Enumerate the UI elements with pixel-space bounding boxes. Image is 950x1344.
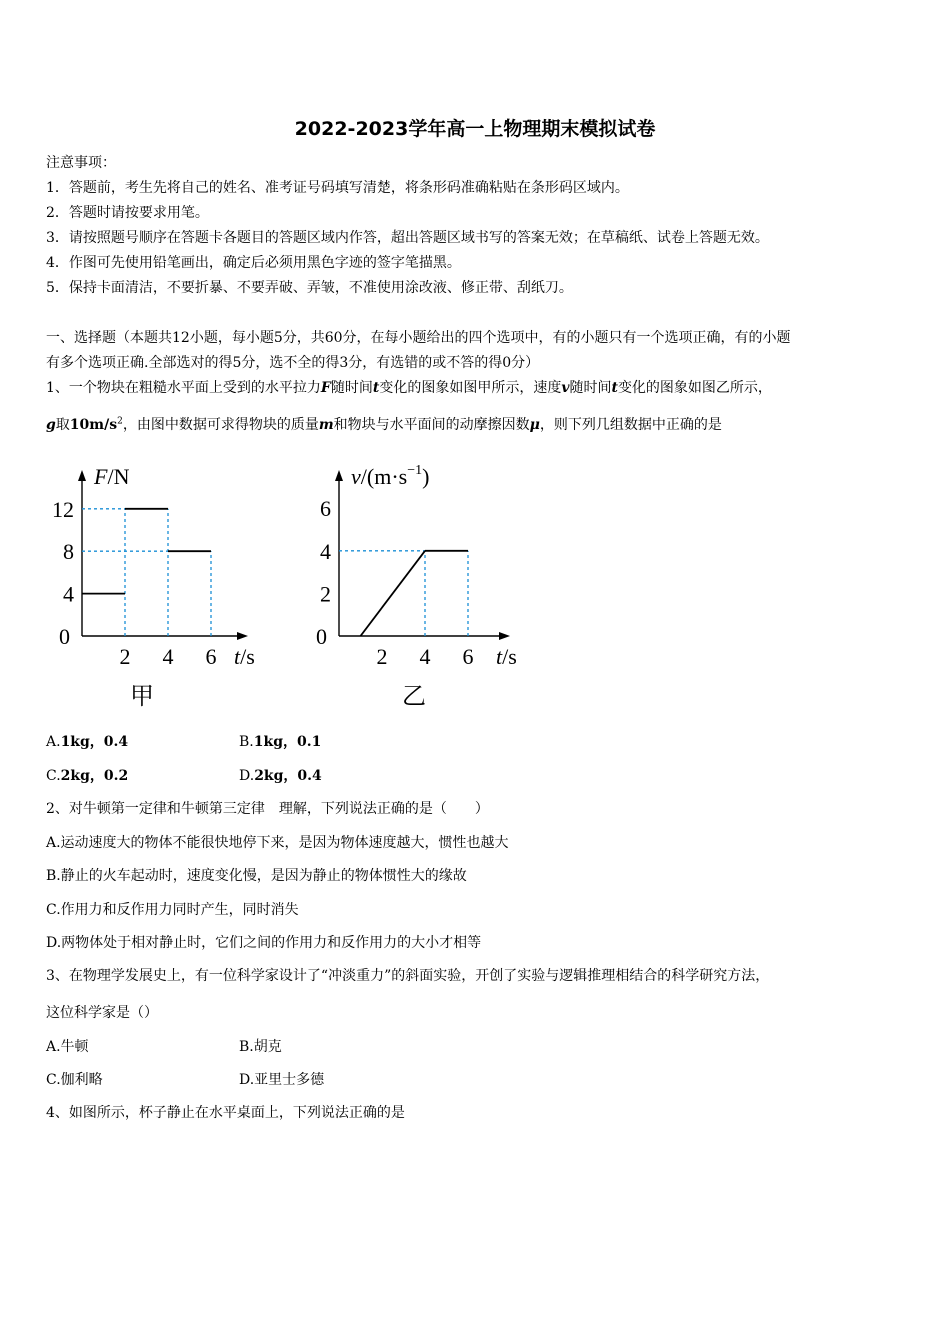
y-tick-label: 4	[63, 581, 74, 607]
q3-stem-line1: 3、在物理学发展史上，有一位科学家设计了“冲淡重力”的斜面实验，开创了实验与逻辑推理相结合的科学研究方法，	[46, 968, 770, 984]
y-tick-label: 2	[320, 581, 331, 607]
x-tick-label: 2	[376, 644, 388, 669]
q2-option-b[interactable]: B.静止的火车起动时，速度变化慢，是因为静止的物体惯性大的缘故	[46, 868, 467, 884]
chart-velocity-time	[316, 463, 517, 710]
chart-caption: 甲	[130, 684, 154, 710]
x-tick-label: 6	[462, 644, 474, 669]
y-axis-label: F/N	[94, 464, 130, 489]
chart-caption: 乙	[402, 684, 426, 710]
origin-label: 0	[59, 624, 70, 649]
q3-option-d[interactable]: D.亚里士多德	[239, 1072, 325, 1088]
x-axis-label: t/s	[496, 644, 517, 669]
y-axis-arrow-icon	[78, 470, 86, 481]
q1-option-c[interactable]: C.2kg，0.2	[46, 768, 129, 784]
x-axis-label: t/s	[234, 644, 255, 669]
section-intro-line2: 有多个选项正确.全部选对的得5分，选不全的得3分，有选错的或不答的得0分）	[46, 355, 540, 371]
q1-stem-line1: 1、一个物块在粗糙水平面上受到的水平拉力F随时间t变化的图象如图甲所示，速度v随时间t变化的图象如图乙所示，	[46, 380, 772, 396]
section-intro-line1: 一、选择题（本题共12小题，每小题5分，共60分，在每小题给出的四个选项中，有的小题只有一个选项正确，有的小题	[46, 330, 791, 346]
x-axis-arrow-icon	[499, 632, 510, 640]
q3-option-a[interactable]: A.牛顿	[46, 1039, 89, 1055]
notice-item: 4．作图可先使用铅笔画出，确定后必须用黑色字迹的签字笔描黑。	[46, 255, 461, 271]
exam-title: 2022-2023学年高一上物理期末模拟试卷	[294, 118, 656, 140]
notice-item: 2．答题时请按要求用笔。	[46, 205, 209, 221]
y-axis-label: $v/(m\cdot s^{-1})$	[351, 463, 430, 489]
q3-stem-line2: 这位科学家是（）	[46, 1005, 158, 1021]
q2-option-d[interactable]: D.两物体处于相对静止时，它们之间的作用力和反作用力的大小才相等	[46, 935, 482, 951]
x-tick-label: 6	[205, 644, 217, 669]
q1-option-a[interactable]: A.1kg，0.4	[46, 734, 129, 750]
origin-label: 0	[316, 624, 327, 649]
q4-stem: 4、如图所示，杯子静止在水平桌面上，下列说法正确的是	[46, 1105, 405, 1121]
q2-option-c[interactable]: C.作用力和反作用力同时产生，同时消失	[46, 902, 299, 918]
y-tick-label: 12	[52, 496, 74, 522]
q3-option-b[interactable]: B.胡克	[239, 1039, 282, 1055]
q1-option-b[interactable]: B.1kg，0.1	[239, 734, 322, 750]
data-segment	[361, 551, 426, 636]
x-axis-arrow-icon	[237, 632, 248, 640]
chart-force-time	[52, 464, 255, 710]
notice-heading: 注意事项：	[46, 155, 116, 171]
notice-item: 1．答题前，考生先将自己的姓名、准考证号码填写清楚，将条形码准确粘贴在条形码区域内。	[46, 180, 629, 196]
y-tick-label: 4	[320, 538, 331, 564]
y-axis-arrow-icon	[335, 470, 343, 481]
q2-option-a[interactable]: A.运动速度大的物体不能很快地停下来，是因为物体速度越大，惯性也越大	[46, 835, 509, 851]
q1-option-d[interactable]: D.2kg，0.4	[239, 768, 322, 784]
notice-item: 5．保持卡面清洁，不要折暴、不要弄破、弄皱，不准使用涂改液、修正带、刮纸刀。	[46, 280, 573, 296]
x-tick-label: 4	[419, 644, 431, 669]
x-tick-label: 4	[162, 644, 174, 669]
q2-stem: 2、对牛顿第一定律和牛顿第三定律 理解，下列说法正确的是（ ）	[46, 801, 489, 817]
q1-stem-line2: g取$10m/s^2$，由图中数据可求得物块的质量m和物块与水平面间的动摩擦因数μ，则下列几组数据中正确的是	[46, 416, 722, 433]
y-tick-label: 8	[63, 539, 74, 565]
y-tick-label: 6	[320, 496, 331, 522]
q3-option-c[interactable]: C.伽利略	[46, 1072, 103, 1088]
notice-item: 3．请按照题号顺序在答题卡各题目的答题区域内作答，超出答题区域书写的答案无效；在草稿纸、试卷上答题无效。	[46, 230, 769, 246]
q1-figure	[0, 448, 950, 728]
x-tick-label: 2	[119, 644, 131, 669]
